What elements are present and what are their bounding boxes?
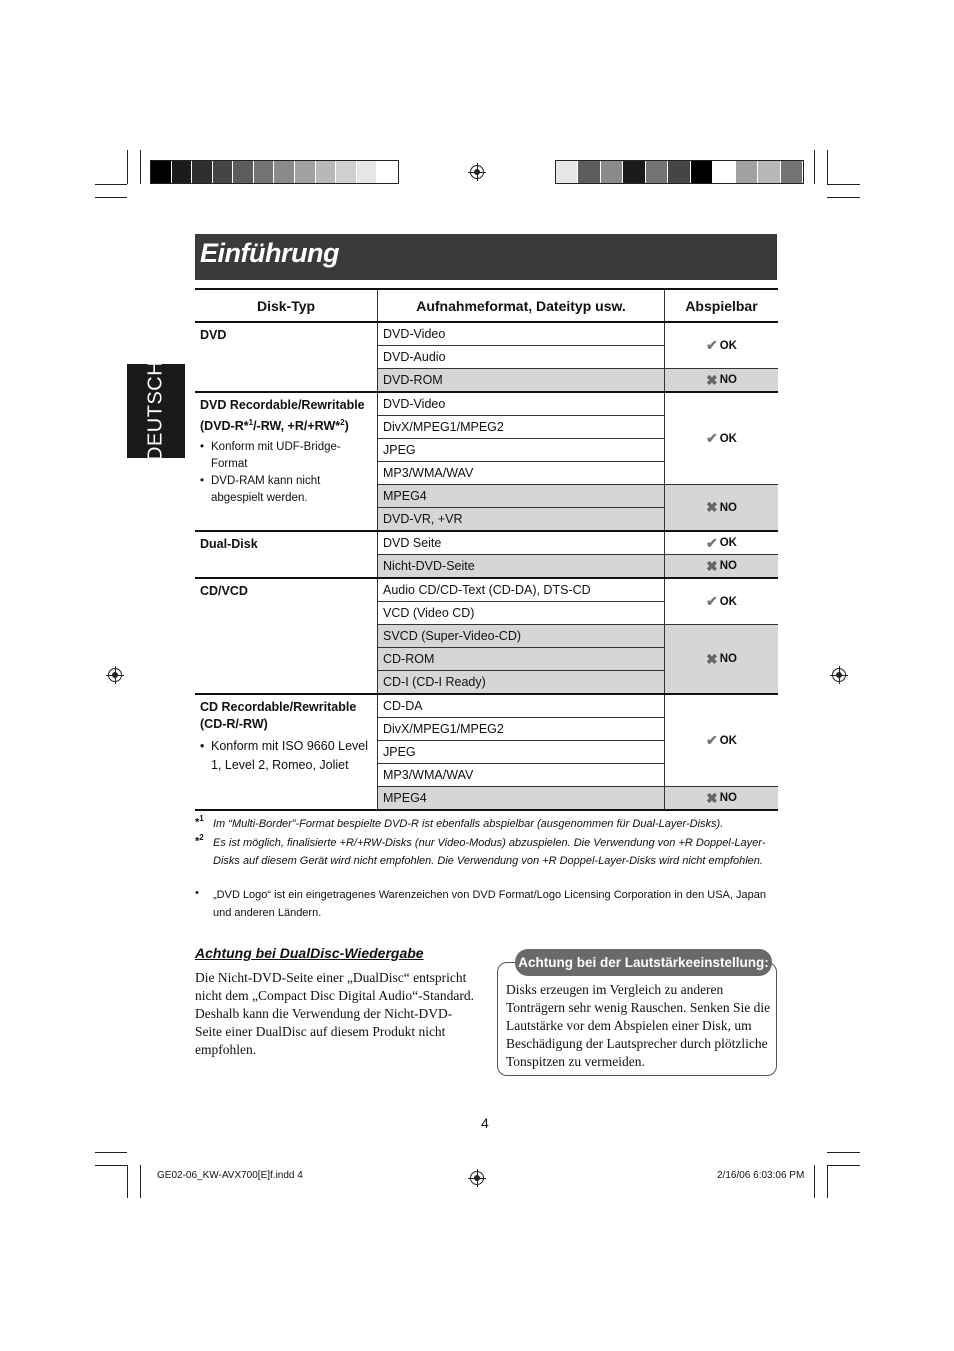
format-cell: DivX/MPEG1/MPEG2	[378, 416, 665, 439]
color-swatch	[357, 161, 378, 183]
dualdisc-text: Die Nicht-DVD-Seite einer „DualDisc“ entspricht nicht dem „Compact Disc Digital Audio“-Standard. Deshalb kann die Verwendung der Nicht-DVD-Seite einer DualDisc auf diesem Produkt nicht empfohlen.	[195, 970, 474, 1057]
bullet: •	[195, 887, 199, 899]
volume-warning-text: Disks erzeugen im Vergleich zu anderen Tonträgern sehr wenig Rauschen. Senken Sie die Lautstärke vor dem Abspielen einer Disk, um Beschädigung der Lautsprecher durch plötzliche Tonspitzen zu vermeiden.	[506, 982, 771, 1069]
color-swatch	[192, 161, 213, 183]
registration-mark-icon	[832, 668, 846, 682]
note-item: • Konform mit UDF-Bridge-Format	[200, 439, 373, 473]
registration-mark-icon	[470, 165, 484, 179]
page-number: 4	[481, 1115, 489, 1131]
crop-mark	[127, 1165, 128, 1198]
crop-mark	[827, 1165, 828, 1198]
table-row	[195, 322, 778, 346]
ok-badge: ✔ OK	[706, 430, 737, 446]
cross-icon: ✖	[706, 789, 718, 806]
color-swatch	[646, 161, 668, 183]
footnote-mark-1: *$^1$	[195, 814, 204, 829]
format-cell: DVD-ROM	[378, 369, 665, 393]
color-swatch	[623, 161, 645, 183]
no-badge: ✖ NO	[706, 789, 737, 806]
playable-cell	[665, 369, 779, 393]
crop-mark	[95, 1165, 127, 1166]
color-swatch	[316, 161, 337, 183]
header-format: Aufnahmeformat, Dateityp usw.	[378, 289, 665, 322]
disc-compatibility-table	[195, 288, 778, 811]
ok-badge: ✔ OK	[706, 732, 737, 748]
cross-icon: ✖	[706, 557, 718, 574]
color-swatch	[781, 161, 803, 183]
playable-cell	[665, 694, 779, 787]
volume-warning-heading: Achtung bei der Lautstärkeeinstellung:	[515, 949, 772, 976]
header-disk-type: Disk-Typ	[195, 289, 378, 322]
disk-type-cell	[195, 531, 378, 578]
crop-mark	[827, 197, 860, 198]
ok-badge: ✔ OK	[706, 534, 737, 551]
language-tab-label: DEUTSCH	[144, 360, 167, 462]
crop-mark	[140, 1165, 141, 1198]
format-cell: CD-I (CD-I Ready)	[378, 671, 665, 695]
ok-badge: ✔ OK	[706, 337, 737, 353]
no-badge: ✖ NO	[706, 557, 737, 574]
color-swatch	[713, 161, 735, 183]
color-swatch	[254, 161, 275, 183]
disk-type-dual: Dual-Disk	[200, 537, 258, 551]
color-swatch	[151, 161, 172, 183]
table-row	[195, 578, 778, 602]
slug-filename: GE02-06_KW-AVX700[E]f.indd 4	[157, 1170, 303, 1181]
disk-type-cell	[195, 392, 378, 531]
crop-mark	[127, 150, 128, 184]
crop-mark	[827, 184, 860, 185]
disk-type-cell	[195, 694, 378, 810]
disk-type-cell	[195, 578, 378, 694]
format-cell: MPEG4	[378, 787, 665, 811]
disk-notes	[200, 439, 373, 507]
check-icon: ✔	[706, 593, 718, 609]
format-cell: DVD Seite	[378, 531, 665, 555]
crop-mark	[827, 150, 828, 184]
disk-type-dvd-recordable: DVD Recordable/Rewritable (DVD-R*$^1$/-RW, +R/+RW*$^2$)	[200, 398, 365, 434]
playable-cell	[665, 555, 779, 579]
page-title: Einführung	[200, 238, 339, 268]
check-icon: ✔	[706, 732, 718, 748]
crop-mark	[140, 150, 141, 184]
crop-mark	[814, 1165, 815, 1198]
color-swatch	[213, 161, 234, 183]
format-cell: VCD (Video CD)	[378, 602, 665, 625]
check-icon: ✔	[706, 430, 718, 446]
footnote-2: Es ist möglich, finalisierte +R/+RW-Disks (nur Video-Modus) abzuspielen. Die Verwendung von +R Doppel-Layer-Disks auf diesem Gerät wird nicht empfohlen. Die Verwendung von +R Doppel-Layer-Disks wird nicht empfohlen.	[213, 837, 766, 867]
cross-icon: ✖	[706, 650, 718, 667]
color-bar-left	[150, 160, 399, 184]
trademark-note: „DVD Logo“ ist ein eingetragenes Warenzeichen von DVD Format/Logo Licensing Corporation in den USA, Japan und anderen Ländern.	[213, 889, 766, 919]
format-cell: Nicht-DVD-Seite	[378, 555, 665, 579]
no-badge: ✖ NO	[706, 499, 737, 515]
table-row	[195, 531, 778, 555]
check-icon: ✔	[706, 534, 718, 551]
color-swatch	[274, 161, 295, 183]
note-item: • Konform mit ISO 9660 Level 1, Level 2, Romeo, Joliet	[200, 737, 373, 775]
playable-cell	[665, 392, 779, 485]
playable-cell	[665, 625, 779, 695]
format-cell: DVD-Audio	[378, 346, 665, 369]
color-bar-right	[555, 160, 804, 184]
format-cell: CD-DA	[378, 694, 665, 718]
format-cell: DivX/MPEG1/MPEG2	[378, 718, 665, 741]
format-cell: Audio CD/CD-Text (CD-DA), DTS-CD	[378, 578, 665, 602]
color-swatch	[172, 161, 193, 183]
color-swatch	[233, 161, 254, 183]
ok-badge: ✔ OK	[706, 593, 737, 609]
disk-type-cell	[195, 322, 378, 392]
disk-type-cdvcd: CD/VCD	[200, 584, 248, 598]
color-swatch	[336, 161, 357, 183]
table-row	[195, 392, 778, 416]
header-playable: Abspielbar	[665, 289, 779, 322]
cross-icon: ✖	[706, 499, 718, 515]
cross-icon: ✖	[706, 371, 718, 388]
crop-mark	[95, 1152, 127, 1153]
format-cell: DVD-Video	[378, 392, 665, 416]
dualdisc-heading: Achtung bei DualDisc-Wiedergabe	[195, 945, 424, 961]
format-cell: CD-ROM	[378, 648, 665, 671]
color-swatch	[691, 161, 713, 183]
format-cell: SVCD (Super-Video-CD)	[378, 625, 665, 648]
format-cell: MP3/WMA/WAV	[378, 462, 665, 485]
color-swatch	[736, 161, 758, 183]
crop-mark	[814, 150, 815, 184]
registration-mark-icon	[470, 1171, 484, 1185]
color-swatch	[377, 161, 398, 183]
color-swatch	[556, 161, 578, 183]
crop-mark	[827, 1165, 860, 1166]
no-badge: ✖ NO	[706, 371, 737, 388]
disk-notes	[200, 737, 373, 775]
slug-timestamp: 2/16/06 6:03:06 PM	[717, 1170, 805, 1181]
color-swatch	[758, 161, 780, 183]
playable-cell	[665, 578, 779, 625]
table-row	[195, 694, 778, 718]
format-cell: MP3/WMA/WAV	[378, 764, 665, 787]
registration-mark-icon	[108, 668, 122, 682]
crop-mark	[827, 1152, 860, 1153]
format-cell: DVD-Video	[378, 322, 665, 346]
playable-cell	[665, 787, 779, 811]
footnote-mark-2: *$^2$	[195, 833, 204, 848]
format-cell: MPEG4	[378, 485, 665, 508]
playable-cell	[665, 531, 779, 555]
note-item: • DVD-RAM kann nicht abgespielt werden.	[200, 473, 373, 507]
no-badge: ✖ NO	[706, 650, 737, 667]
playable-cell	[665, 485, 779, 532]
crop-mark	[95, 197, 127, 198]
check-icon: ✔	[706, 337, 718, 353]
disk-type-dvd: DVD	[200, 328, 227, 342]
format-cell: DVD-VR, +VR	[378, 508, 665, 532]
playable-cell	[665, 322, 779, 369]
color-swatch	[668, 161, 690, 183]
color-swatch	[295, 161, 316, 183]
crop-mark	[95, 184, 127, 185]
disk-type-cd-recordable: CD Recordable/Rewritable (CD-R/-RW)	[200, 700, 357, 731]
format-cell: JPEG	[378, 439, 665, 462]
footnote-1: Im “Multi-Border”-Format bespielte DVD-R ist ebenfalls abspielbar (ausgenommen für Dual-Layer-Disks).	[213, 818, 724, 830]
color-swatch	[578, 161, 600, 183]
color-swatch	[601, 161, 623, 183]
format-cell: JPEG	[378, 741, 665, 764]
